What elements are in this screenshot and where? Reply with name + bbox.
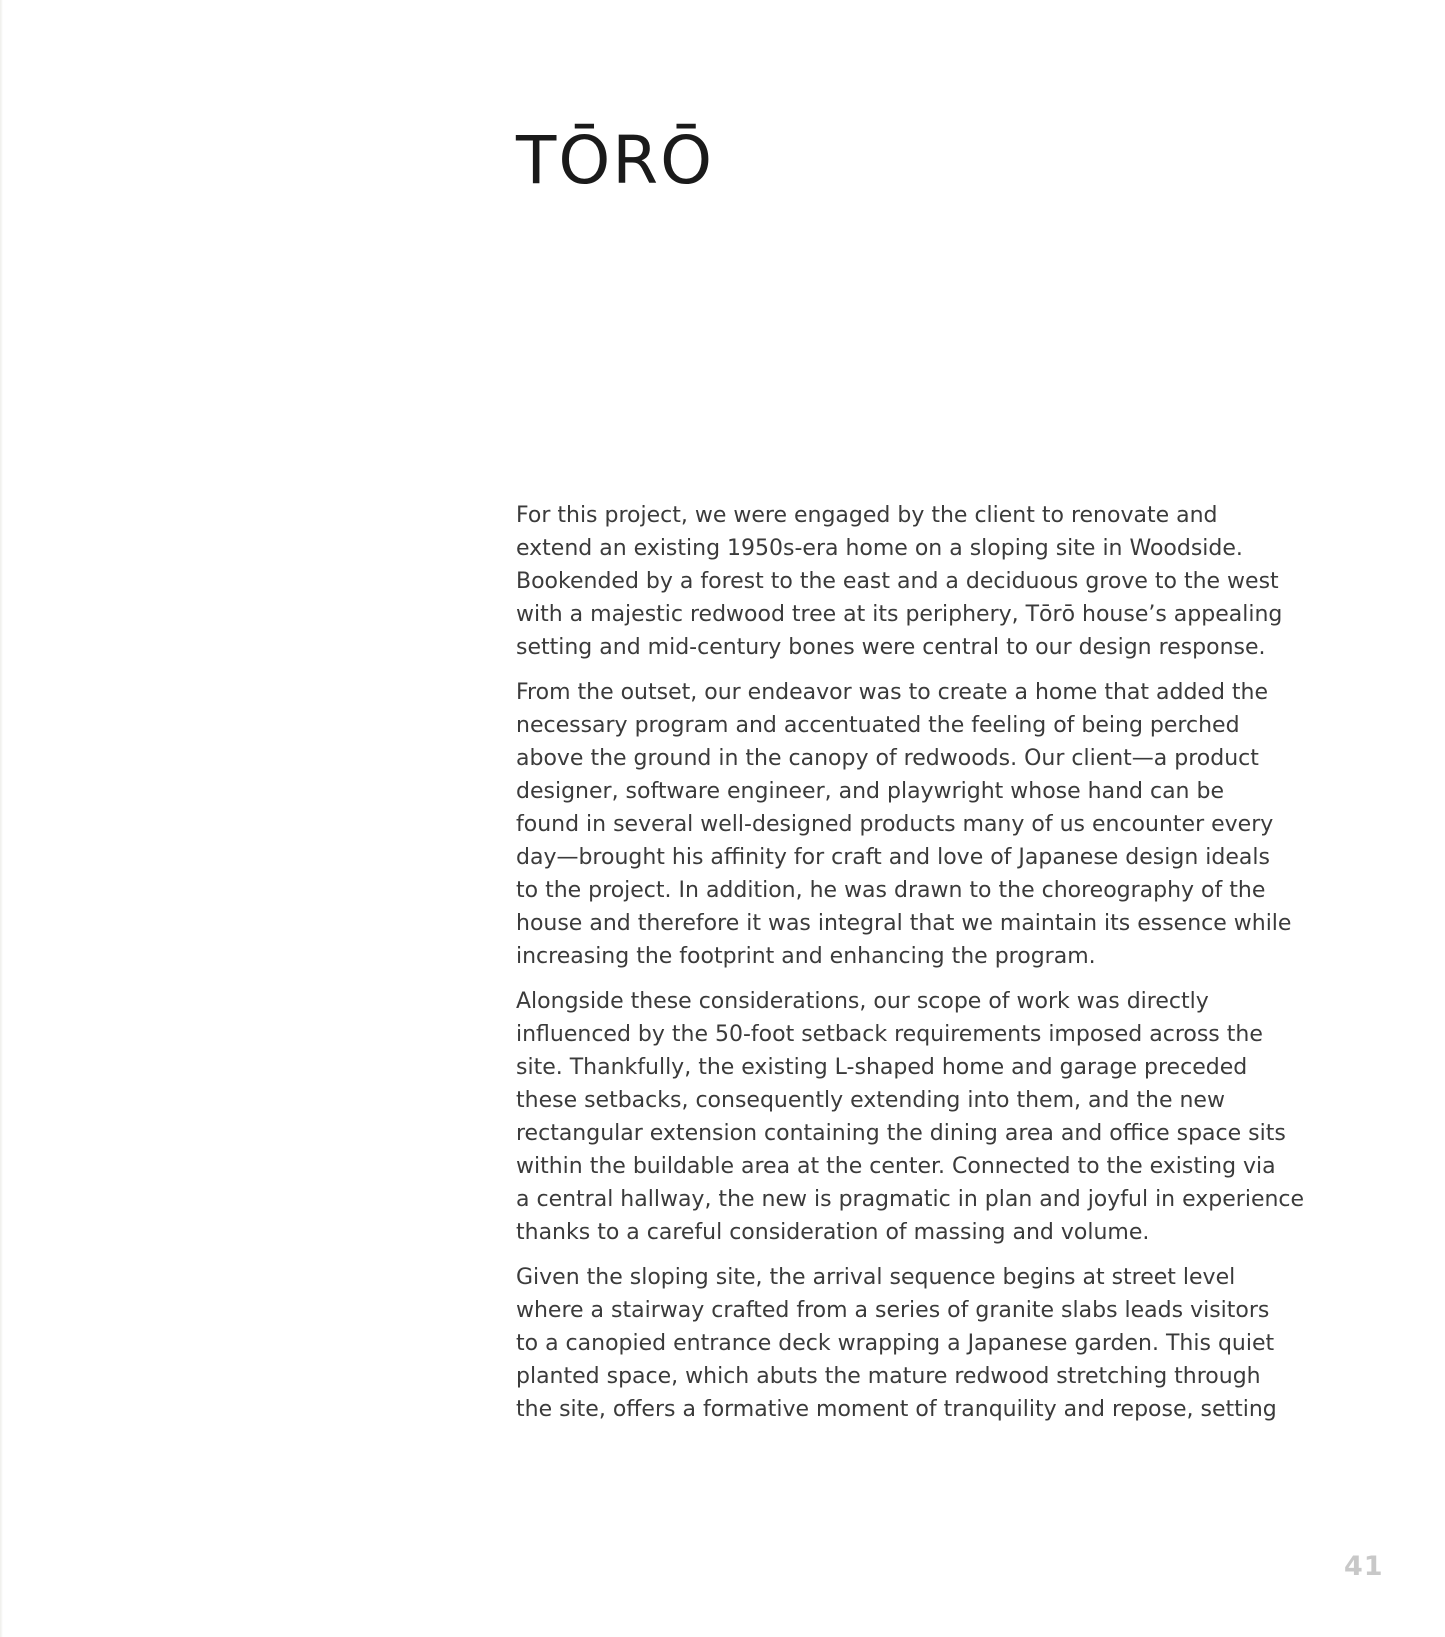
text-line: to a canopied entrance deck wrapping a Japanese garden. This quiet (516, 1331, 1275, 1356)
text-line: found in several well-designed products many of us encounter every (516, 812, 1274, 837)
text-line: Alongside these considerations, our scope of work was directly (516, 989, 1209, 1014)
text-line: where a stairway crafted from a series of granite slabs leads visitors (516, 1298, 1270, 1323)
text-line: setting and mid-century bones were central to our design response. (516, 635, 1266, 660)
text-line: with a majestic redwood tree at its periphery, Tōrō house’s appealing (516, 602, 1283, 627)
paragraph-2 (516, 676, 1306, 973)
paragraph-4 (516, 1261, 1306, 1426)
text-line: within the buildable area at the center. Connected to the existing via (516, 1154, 1276, 1179)
text-line: Given the sloping site, the arrival sequence begins at street level (516, 1265, 1236, 1290)
text-line: the site, offers a formative moment of tranquility and repose, setting (516, 1397, 1277, 1422)
text-line: to the project. In addition, he was drawn to the choreography of the (516, 878, 1266, 903)
text-line: house and therefore it was integral that we maintain its essence while (516, 911, 1292, 936)
text-line: designer, software engineer, and playwright whose hand can be (516, 779, 1224, 804)
text-line: site. Thankfully, the existing L-shaped home and garage preceded (516, 1055, 1248, 1080)
text-line: influenced by the 50-foot setback requirements imposed across the (516, 1022, 1263, 1047)
text-line: planted space, which abuts the mature redwood stretching through (516, 1364, 1261, 1389)
text-line: increasing the footprint and enhancing the program. (516, 944, 1096, 969)
body-text (516, 499, 1306, 1438)
text-line: day—brought his affinity for craft and love of Japanese design ideals (516, 845, 1270, 870)
text-line: necessary program and accentuated the feeling of being perched (516, 713, 1240, 738)
paragraph-3 (516, 985, 1306, 1249)
text-line: these setbacks, consequently extending into them, and the new (516, 1088, 1225, 1113)
text-line: From the outset, our endeavor was to create a home that added the (516, 680, 1269, 705)
page-number: 41 (1344, 1551, 1384, 1582)
text-line: For this project, we were engaged by the client to renovate and (516, 503, 1218, 528)
page-edge-shadow (0, 0, 3, 1637)
text-line: rectangular extension containing the dining area and office space sits (516, 1121, 1286, 1146)
page-title: TŌRŌ (516, 122, 715, 199)
text-line: above the ground in the canopy of redwoods. Our client—a product (516, 746, 1259, 771)
text-line: extend an existing 1950s-era home on a sloping site in Woodside. (516, 536, 1243, 561)
text-line: Bookended by a forest to the east and a deciduous grove to the west (516, 569, 1279, 594)
text-line: a central hallway, the new is pragmatic in plan and joyful in experience (516, 1187, 1305, 1212)
text-line: thanks to a careful consideration of massing and volume. (516, 1220, 1150, 1245)
paragraph-1 (516, 499, 1306, 664)
